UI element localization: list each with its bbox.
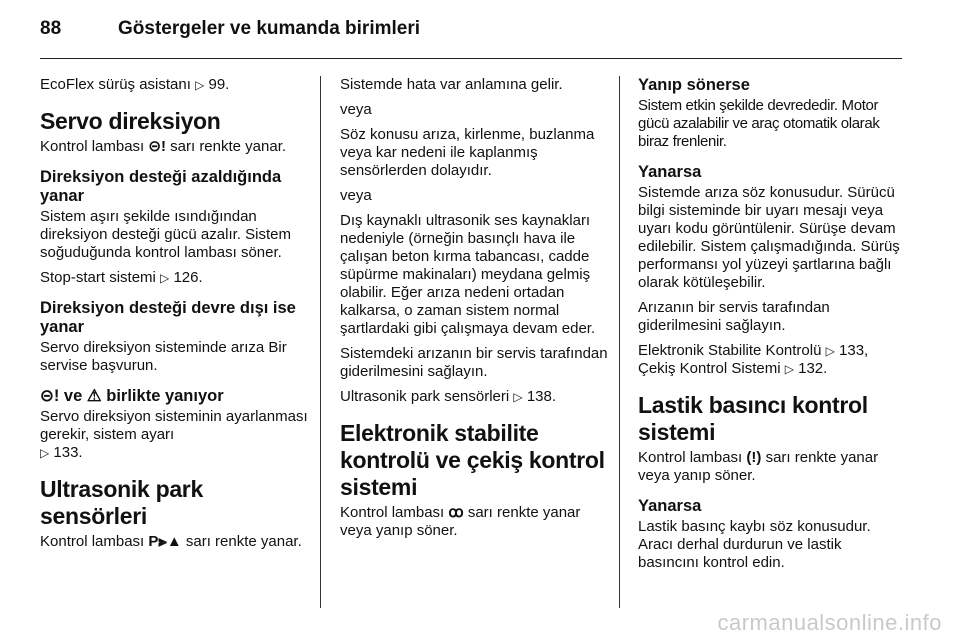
steering-warning-icon: ⊝! bbox=[40, 387, 60, 405]
paragraph-yanip: Sistem etkin şekilde devrededir. Motor gücü azalabilir ve araç otomatik olarak biraz frenlenir. bbox=[638, 97, 880, 150]
page-ref[interactable]: 138. bbox=[526, 388, 557, 405]
paragraph-stopstart: Stop-start sistemi ▷ 126. bbox=[40, 269, 203, 286]
page-ref[interactable]: 133, bbox=[839, 342, 869, 359]
heading-esp: Elektronik stabilite kontrolü ve çekiş kontrol sistemi bbox=[340, 420, 605, 500]
page-ref[interactable]: 99. bbox=[208, 76, 230, 93]
warning-icon: ⚠ bbox=[86, 387, 102, 405]
paragraph-servo: Kontrol lambası ⊝! sarı renkte yanar. bbox=[40, 138, 287, 155]
park-sensor-icon: P⫸▲ bbox=[148, 533, 182, 550]
paragraph-lastik: Kontrol lambası (!) sarı renkte yanar veya yanıp söner. bbox=[638, 449, 879, 484]
heading-devre: Direksiyon desteği devre dışı ise yanar bbox=[40, 299, 296, 336]
steering-warning-icon: ⊝! bbox=[148, 138, 166, 155]
paragraph-yanarsa-2: Lastik basınç kaybı söz konusudur. Aracı derhal durdurun ve lastik basıncını kontrol edin. bbox=[638, 518, 871, 571]
esp-icon: ꝏ bbox=[448, 504, 464, 521]
ref-arrow-icon: ▷ bbox=[195, 78, 205, 92]
column-3 bbox=[638, 76, 906, 579]
watermark: carmanualsonline.info bbox=[717, 610, 942, 635]
heading-lastik: Lastik basıncı kontrol sistemi bbox=[638, 392, 868, 445]
ref-arrow-icon: ▷ bbox=[160, 271, 170, 285]
column-1 bbox=[40, 76, 308, 558]
paragraph-ultrasonik: Kontrol lambası P⫸▲ sarı renkte yanar. bbox=[40, 533, 302, 550]
tire-pressure-icon: (!) bbox=[746, 449, 762, 466]
ref-arrow-icon: ▷ bbox=[784, 362, 794, 376]
column-2 bbox=[340, 76, 608, 547]
page-title: Göstergeler ve kumanda birimleri bbox=[118, 18, 421, 39]
ref-arrow-icon: ▷ bbox=[825, 344, 835, 358]
paragraph-yanarsa: Sistemde arıza söz konusudur. Sürücü bilgi sisteminde bir uyarı mesajı veya uyarı kodu görüntülenir. Sürüşe devam edilebilir. Sistem çalışmadığında. Sürüş performansı yol yüzeyi şartlarına bağlı olarak kötüleşebilir. bbox=[638, 184, 900, 291]
heading-yanarsa: Yanarsa bbox=[638, 163, 702, 181]
paragraph-dis-kaynak: Dış kaynaklı ultrasonik ses kaynakları nedeniyle (örneğin basınçlı hava ile çalışan beton kırma tabancası, cadde süpürme makinaları) meydana gelmiş olabilir. Eğer arıza nedeni ortadan kalkarsa, o zaman sistem normal şartlardaki gibi çalışmaya devam eder. bbox=[340, 212, 596, 337]
page-header bbox=[40, 18, 420, 40]
paragraph-esp: Kontrol lambası ꝏ sarı renkte yanar veya yanıp söner. bbox=[340, 504, 581, 539]
paragraph-ariza-servis: Arızanın bir servis tarafından giderilmesini sağlayın. bbox=[638, 299, 830, 334]
paragraph-ariza: Söz konusu arıza, kirlenme, buzlanma veya kar nedeni ile kaplanmış sensörlerden dolayıdır. bbox=[340, 126, 595, 179]
ref-arrow-icon: ▷ bbox=[40, 446, 50, 460]
veya: veya bbox=[340, 101, 372, 118]
page-number: 88 bbox=[40, 18, 62, 39]
paragraph-refs: Elektronik Stabilite Kontrolü ▷ 133, Çekiş Kontrol Sistemi ▷ 132. bbox=[638, 342, 869, 377]
paragraph-hata: Sistemde hata var anlamına gelir. bbox=[340, 76, 563, 93]
page-ref[interactable]: 126. bbox=[173, 269, 203, 286]
veya: veya bbox=[340, 187, 372, 204]
page-ref[interactable]: 132. bbox=[798, 360, 828, 377]
paragraph-azald: Sistem aşırı şekilde ısındığından direksiyon desteği gücü azalır. Sistem soğuduğunda kontrol lambası söner. bbox=[40, 208, 291, 261]
heading-yanip: Yanıp sönerse bbox=[638, 76, 750, 94]
paragraph-ecoflex: EcoFlex sürüş asistanı ▷ 99. bbox=[40, 76, 230, 93]
heading-yanarsa-2: Yanarsa bbox=[638, 497, 702, 515]
column-divider-2 bbox=[619, 76, 620, 608]
paragraph-ultrasonik-ref: Ultrasonik park sensörleri ▷ 138. bbox=[340, 388, 557, 405]
column-divider-1 bbox=[320, 76, 321, 608]
page-ref[interactable]: 133. bbox=[53, 444, 83, 461]
paragraph-birlikte: Servo direksiyon sisteminin ayarlanması gerekir, sistem ayarı ▷ 133. bbox=[40, 408, 308, 461]
paragraph-devre: Servo direksiyon sisteminde arıza Bir servise başvurun. bbox=[40, 339, 287, 374]
heading-servo: Servo direksiyon bbox=[40, 108, 221, 134]
ref-arrow-icon: ▷ bbox=[513, 390, 523, 404]
heading-ultrasonik: Ultrasonik park sensörleri bbox=[40, 476, 203, 529]
paragraph-servis: Sistemdeki arızanın bir servis tarafından giderilmesini sağlayın. bbox=[340, 345, 608, 380]
heading-birlikte: ⊝! ve ⚠ birlikte yanıyor bbox=[40, 387, 224, 405]
header-rule bbox=[40, 58, 902, 59]
heading-azald: Direksiyon desteği azaldığında yanar bbox=[40, 168, 282, 205]
